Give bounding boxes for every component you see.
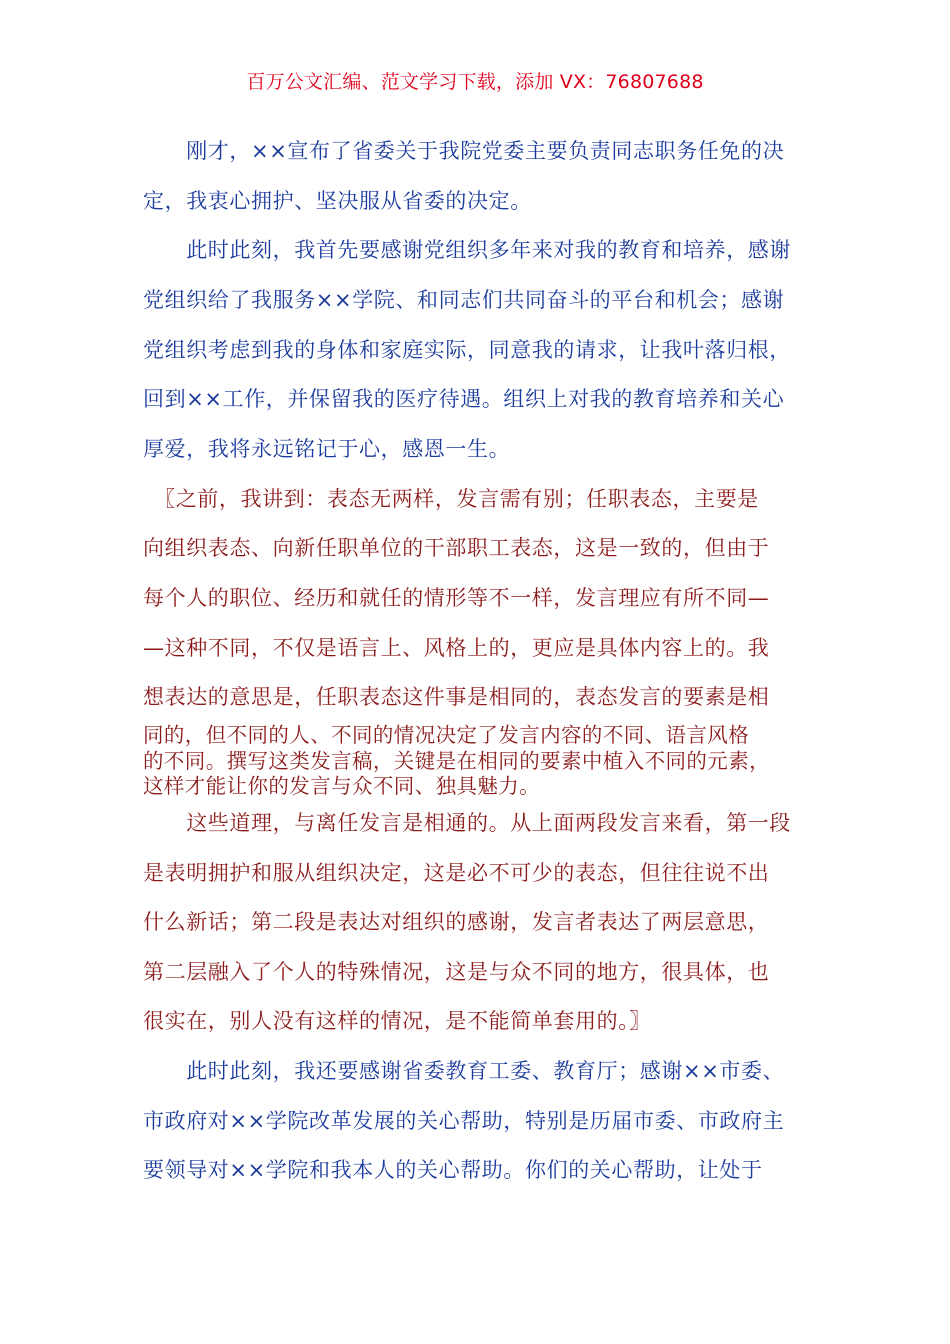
commentary-2-line-5: 很实在，别人没有这样的情况，是不能简单套用的。〗 <box>143 1009 651 1033</box>
paragraph-3-line-3: 要领导对××学院和我本人的关心帮助。你们的关心帮助，让处于 <box>143 1158 763 1182</box>
commentary-1-line-7: 的不同。撰写这类发言稿，关键是在相同的要素中植入不同的元素， <box>143 749 770 773</box>
commentary-2-line-3: 什么新话；第二段是表达对组织的感谢，发言者表达了两层意思， <box>143 910 770 934</box>
commentary-1-line-3: 每个人的职位、经历和就任的情形等不一样，发言理应有所不同— <box>143 586 770 610</box>
paragraph-2-line-4: 回到××工作，并保留我的医疗待遇。组织上对我的教育培养和关心 <box>143 387 785 411</box>
paragraph-1-line-2: 定，我衷心拥护、坚决服从省委的决定。 <box>143 189 532 213</box>
commentary-1-line-2: 向组织表态、向新任职单位的干部职工表态，这是一致的，但由于 <box>143 536 770 560</box>
document-header: 百万公文汇编、范文学习下载，添加 VX：76807688 <box>246 71 704 93</box>
paragraph-2-line-3: 党组织考虑到我的身体和家庭实际，同意我的请求，让我叶落归根， <box>143 338 791 362</box>
paragraph-2-line-2: 党组织给了我服务××学院、和同志们共同奋斗的平台和机会；感谢 <box>143 288 785 312</box>
commentary-1-line-1: 〖之前，我讲到：表态无两样，发言需有别；任职表态，主要是 <box>143 487 759 511</box>
commentary-2-line-2: 是表明拥护和服从组织决定，这是必不可少的表态，但往往说不出 <box>143 861 770 885</box>
commentary-1-line-8: 这样才能让你的发言与众不同、独具魅力。 <box>143 774 541 798</box>
paragraph-3-line-2: 市政府对××学院改革发展的关心帮助，特别是历届市委、市政府主 <box>143 1109 785 1133</box>
paragraph-2-line-1: 此时此刻，我首先要感谢党组织多年来对我的教育和培养，感谢 <box>143 238 791 262</box>
commentary-2-line-4: 第二层融入了个人的特殊情况，这是与众不同的地方，很具体，也 <box>143 960 770 984</box>
paragraph-2-line-5: 厚爱，我将永远铭记于心，感恩一生。 <box>143 437 511 461</box>
commentary-1-line-4: —这种不同，不仅是语言上、风格上的，更应是具体内容上的。我 <box>143 636 770 660</box>
commentary-1-line-5: 想表达的意思是，任职表态这件事是相同的，表态发言的要素是相 <box>143 685 770 709</box>
commentary-2-line-1: 这些道理，与离任发言是相通的。从上面两段发言来看，第一段 <box>143 811 791 835</box>
paragraph-1-line-1: 刚才，××宣布了省委关于我院党委主要负责同志职务任免的决 <box>143 139 785 163</box>
paragraph-3-line-1: 此时此刻，我还要感谢省委教育工委、教育厅；感谢××市委、 <box>143 1059 785 1083</box>
commentary-1-line-6: 同的，但不同的人、不同的情况决定了发言内容的不同、语言风格 <box>143 723 750 747</box>
